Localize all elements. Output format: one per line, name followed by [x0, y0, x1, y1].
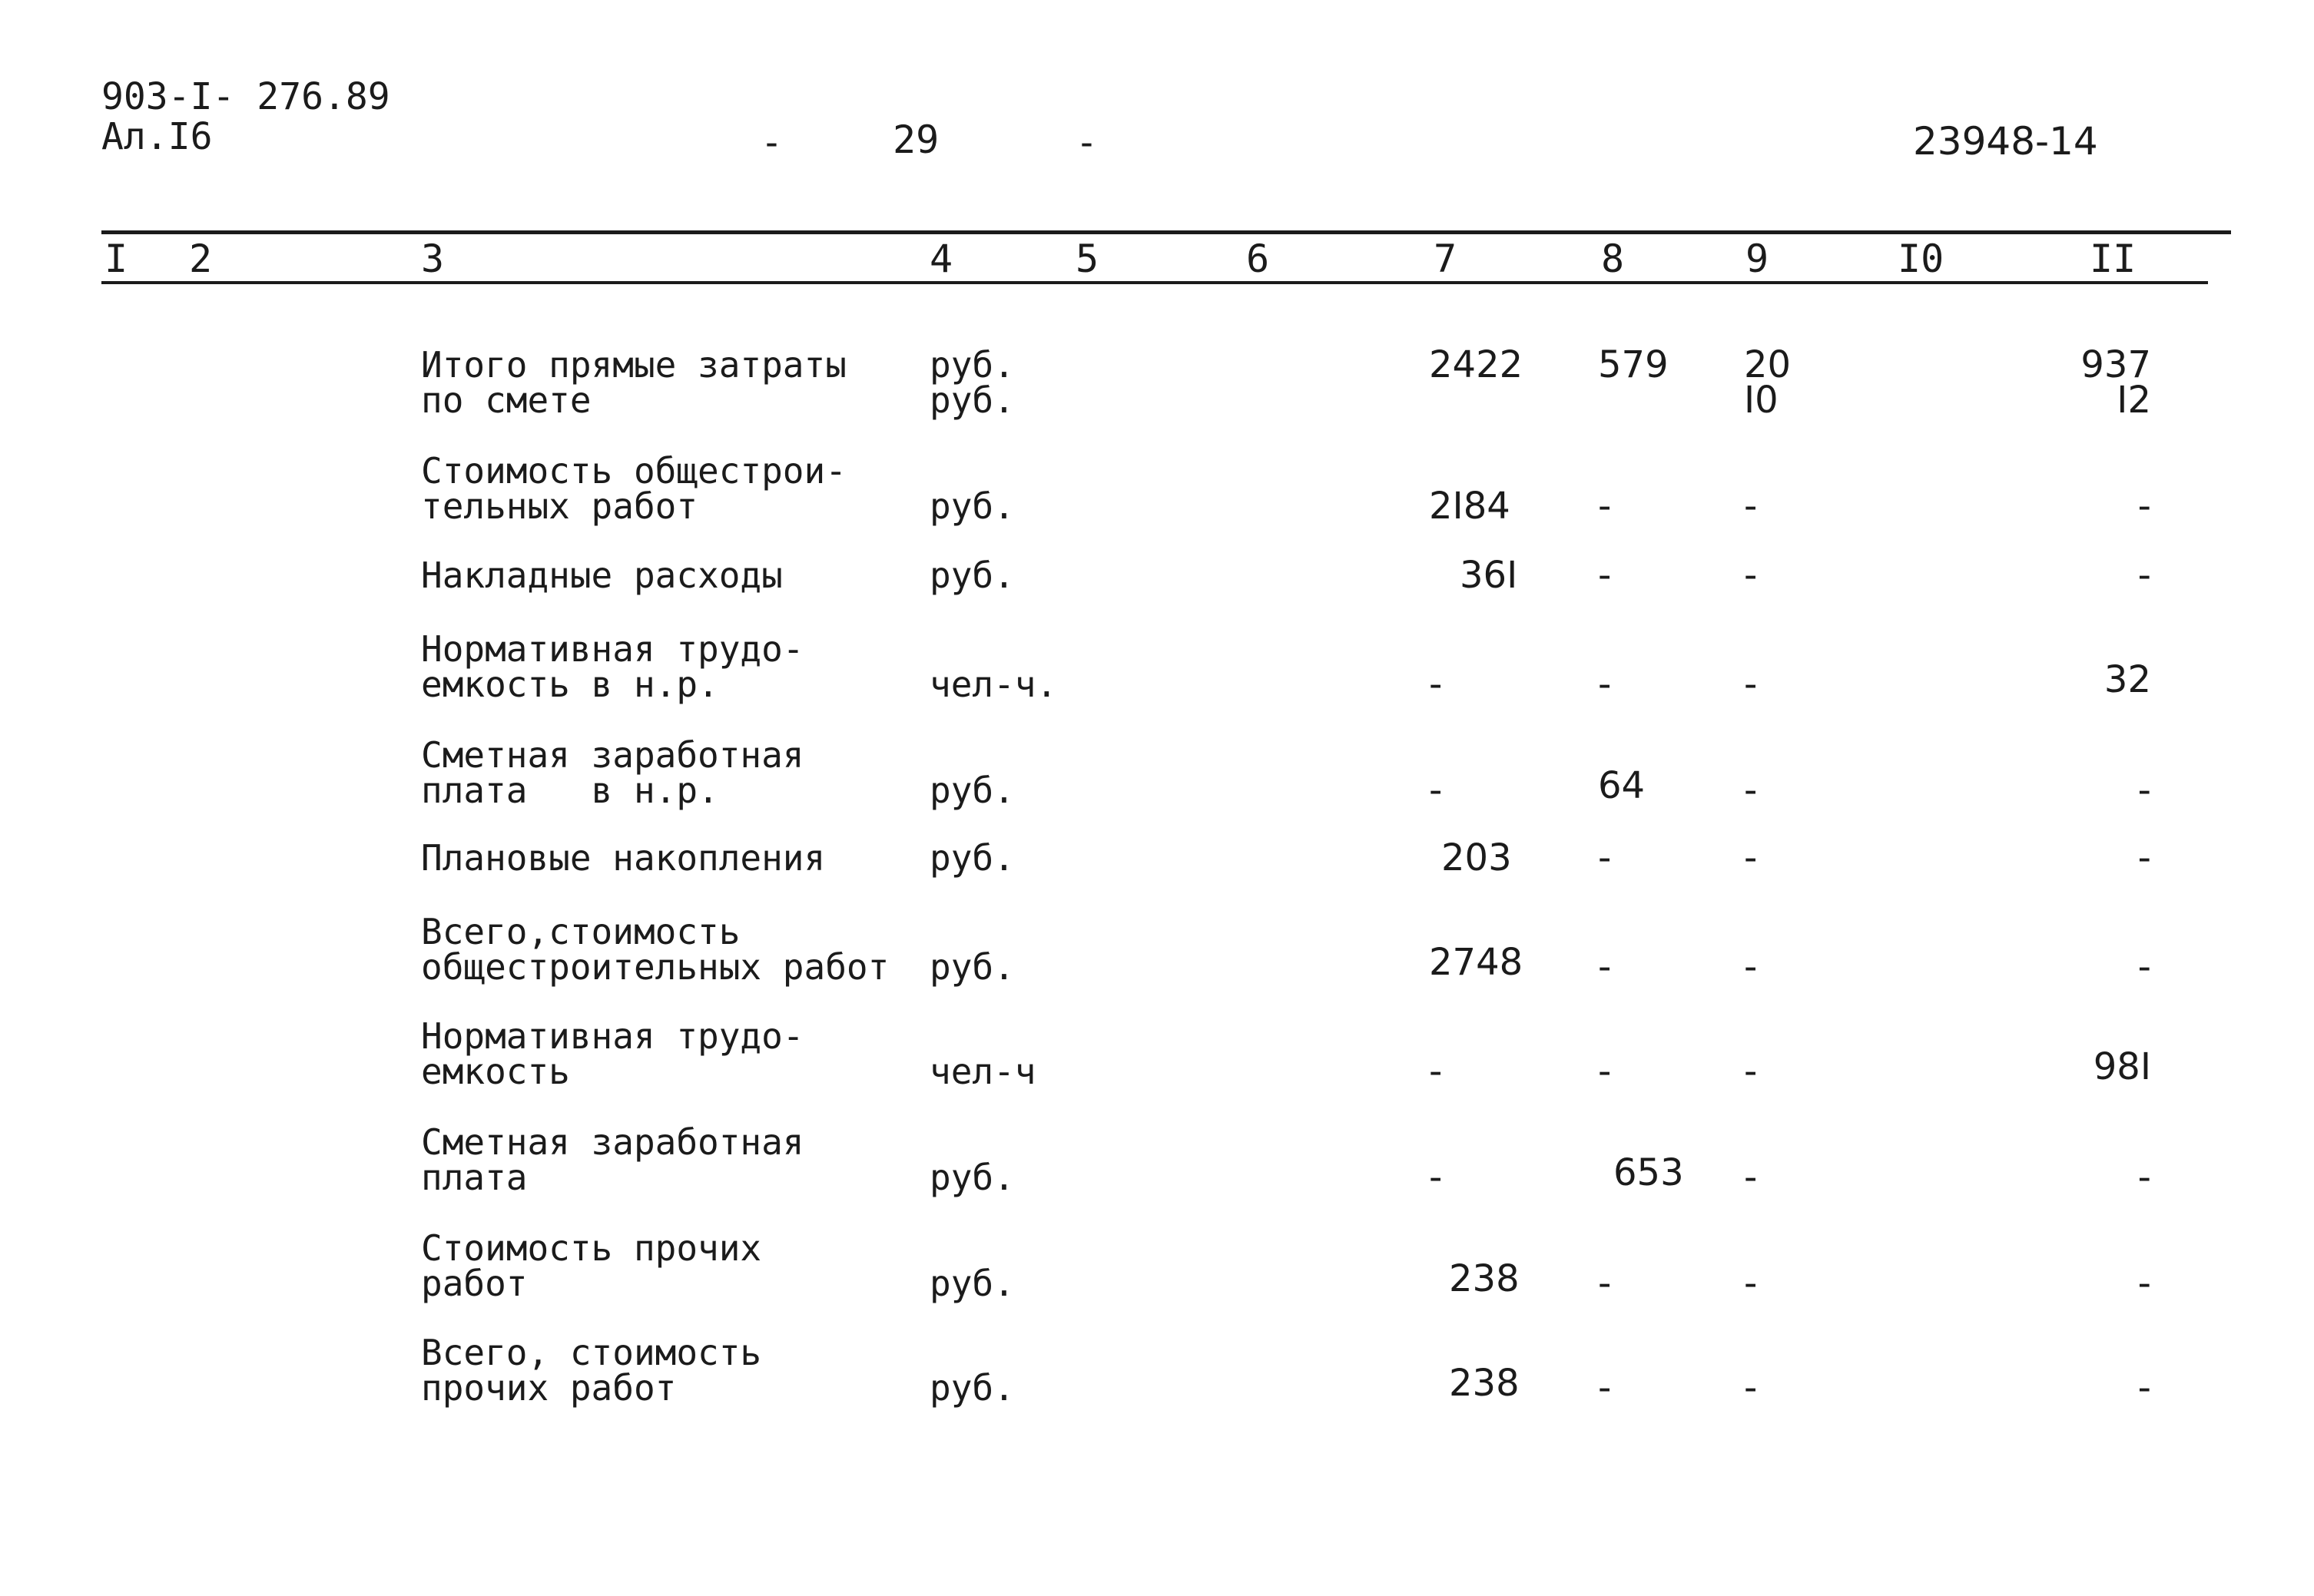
row-unit: руб.	[930, 555, 1015, 596]
row-col8: 64	[1598, 764, 1646, 807]
row-col8: -	[1598, 836, 1612, 879]
column-header-8: 8	[1601, 237, 1625, 281]
row-col7: 2748	[1429, 941, 1523, 984]
column-header-1: I	[104, 237, 128, 281]
row-col9: -	[1744, 1262, 1758, 1305]
page-number: 29	[893, 118, 940, 162]
row-col11: 98I	[2093, 1045, 2151, 1088]
row-col11: 937 I2	[2080, 343, 2151, 422]
row-col11: -	[2137, 1262, 2151, 1305]
row-col7: 238	[1449, 1362, 1520, 1405]
row-col8: -	[1598, 1366, 1612, 1409]
column-header-2: 2	[189, 237, 213, 281]
row-col11: -	[2137, 945, 2151, 988]
row-col8: -	[1598, 1050, 1612, 1093]
inventory-number: 23948-14	[1913, 119, 2098, 164]
row-col7: 2I84	[1429, 485, 1510, 528]
column-header-11: II	[2090, 237, 2137, 281]
page-dash-right: -	[1076, 121, 1098, 164]
row-col11: 32	[2103, 658, 2151, 701]
row-col8: -	[1598, 945, 1612, 988]
row-name: Всего, стоимость прочих работ	[421, 1332, 762, 1409]
row-unit: руб.	[930, 837, 1015, 879]
row-name: Плановые накопления	[421, 837, 826, 879]
row-col9: -	[1744, 485, 1758, 528]
row-col7: 36I	[1460, 554, 1518, 597]
column-header-7: 7	[1434, 237, 1457, 281]
row-name: Нормативная трудо- емкость	[421, 1015, 804, 1092]
column-header-3: 3	[421, 237, 445, 281]
row-col7: 2422	[1429, 343, 1523, 386]
row-unit: чел-ч	[930, 1051, 1036, 1092]
row-col9: -	[1744, 663, 1758, 706]
row-col9: -	[1744, 836, 1758, 879]
row-col9: -	[1744, 1156, 1758, 1199]
row-unit: руб.	[930, 1263, 1015, 1304]
row-col8: -	[1598, 485, 1612, 528]
row-name: Итого прямые затраты по смете	[421, 344, 847, 421]
table-top-rule	[101, 230, 2231, 234]
row-col8: 653	[1613, 1151, 1684, 1194]
column-header-9: 9	[1745, 237, 1769, 281]
document-code: 903-I- 276.89	[101, 75, 390, 118]
column-header-5: 5	[1076, 237, 1099, 281]
row-col8: 579	[1598, 343, 1669, 386]
row-name: Накладные расходы	[421, 555, 783, 596]
row-col9: 20 I0	[1744, 343, 1792, 422]
row-col7: -	[1429, 1050, 1443, 1093]
row-col7: 238	[1449, 1257, 1520, 1300]
sheet-reference: Ал.I6	[101, 115, 213, 158]
row-unit: чел-ч.	[930, 664, 1058, 705]
table-header-rule	[101, 281, 2208, 284]
row-col8: -	[1598, 1262, 1612, 1305]
row-col9: -	[1744, 769, 1758, 812]
row-unit: руб.	[930, 485, 1015, 527]
row-name: Нормативная трудо- емкость в н.р.	[421, 628, 804, 705]
row-col11: -	[2137, 1366, 2151, 1409]
row-col9: -	[1744, 554, 1758, 597]
row-name: Сметная заработная плата в н.р.	[421, 734, 804, 811]
row-col11: -	[2137, 769, 2151, 812]
row-col11: -	[2137, 836, 2151, 879]
column-header-4: 4	[930, 237, 953, 281]
row-col11: -	[2137, 485, 2151, 528]
row-col7: -	[1429, 663, 1443, 706]
row-col11: -	[2137, 1156, 2151, 1199]
row-unit: руб.	[930, 946, 1015, 988]
row-col11: -	[2137, 554, 2151, 597]
row-col9: -	[1744, 1366, 1758, 1409]
row-unit: руб. руб.	[930, 344, 1015, 421]
row-name: Стоимость общестрои- тельных работ	[421, 450, 847, 527]
row-col7: 203	[1441, 836, 1512, 879]
row-col7: -	[1429, 769, 1443, 812]
column-header-10: I0	[1898, 237, 1944, 281]
column-header-6: 6	[1246, 237, 1270, 281]
row-col8: -	[1598, 554, 1612, 597]
row-col9: -	[1744, 1050, 1758, 1093]
row-col7: -	[1429, 1156, 1443, 1199]
row-unit: руб.	[930, 1157, 1015, 1198]
row-name: Сметная заработная плата	[421, 1121, 804, 1198]
row-col9: -	[1744, 945, 1758, 988]
row-unit: руб.	[930, 770, 1015, 811]
row-name: Всего,стоимость общестроительных работ	[421, 911, 890, 988]
row-name: Стоимость прочих работ	[421, 1227, 762, 1304]
page-dash-left: -	[761, 121, 783, 164]
row-col8: -	[1598, 663, 1612, 706]
row-unit: руб.	[930, 1367, 1015, 1409]
